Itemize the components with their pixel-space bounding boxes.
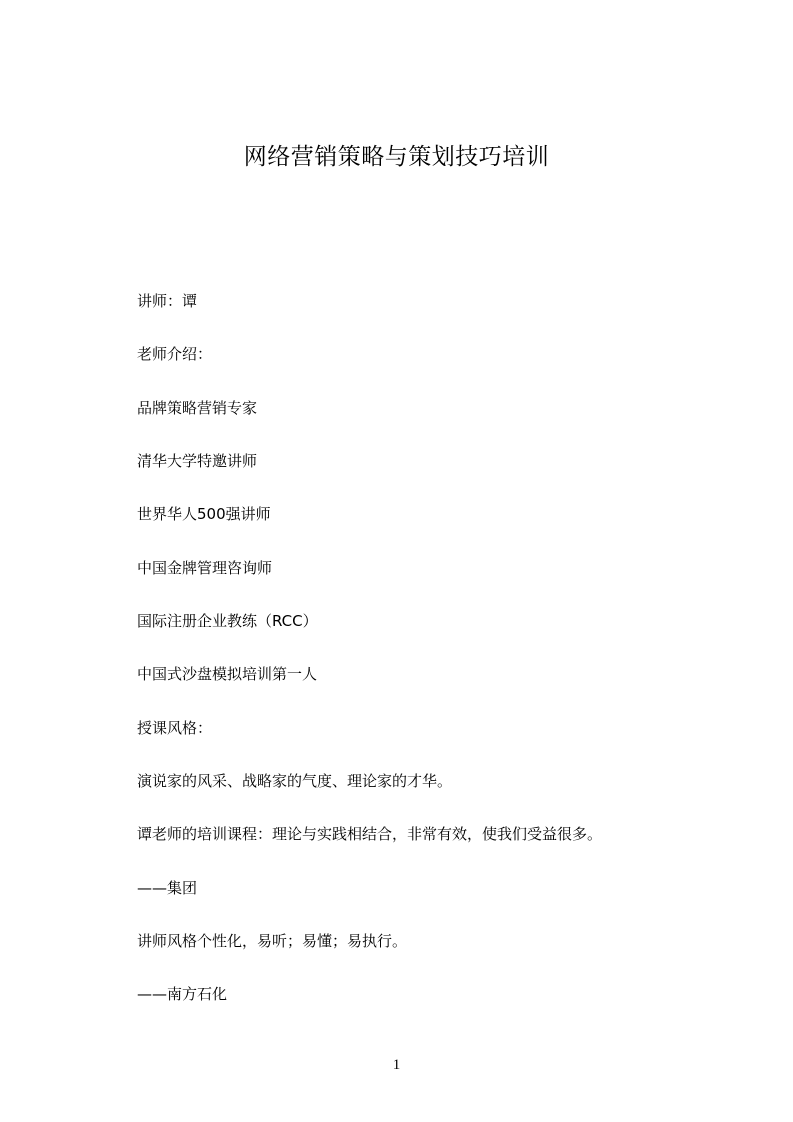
teaching-style-text: 演说家的风采、战略家的气度、理论家的才华。 [137,772,453,790]
document-title: 网络营销策略与策划技巧培训 [243,144,550,170]
credential-line: 中国式沙盘模拟培训第一人 [137,665,318,683]
page-number: 1 [392,1057,401,1073]
credential-line: 清华大学特邀讲师 [137,452,258,470]
credential-line: 中国金牌管理咨询师 [137,559,273,577]
teaching-style-heading: 授课风格： [137,719,213,737]
testimonial-source: ——南方石化 [137,985,228,1003]
credential-line: 品牌策略营销专家 [137,399,258,417]
credential-line: 国际注册企业教练（RCC） [137,612,318,630]
testimonial-text: 谭老师的培训课程：理论与实践相结合，非常有效，使我们受益很多。 [137,825,603,843]
credential-line: 世界华人500强讲师 [137,505,271,523]
testimonial-source: ——集团 [137,879,198,897]
testimonial-text: 讲师风格个性化，易听；易懂；易执行。 [137,932,408,950]
teacher-intro-heading: 老师介绍： [137,345,213,363]
lecturer-line: 讲师：谭 [137,292,198,310]
